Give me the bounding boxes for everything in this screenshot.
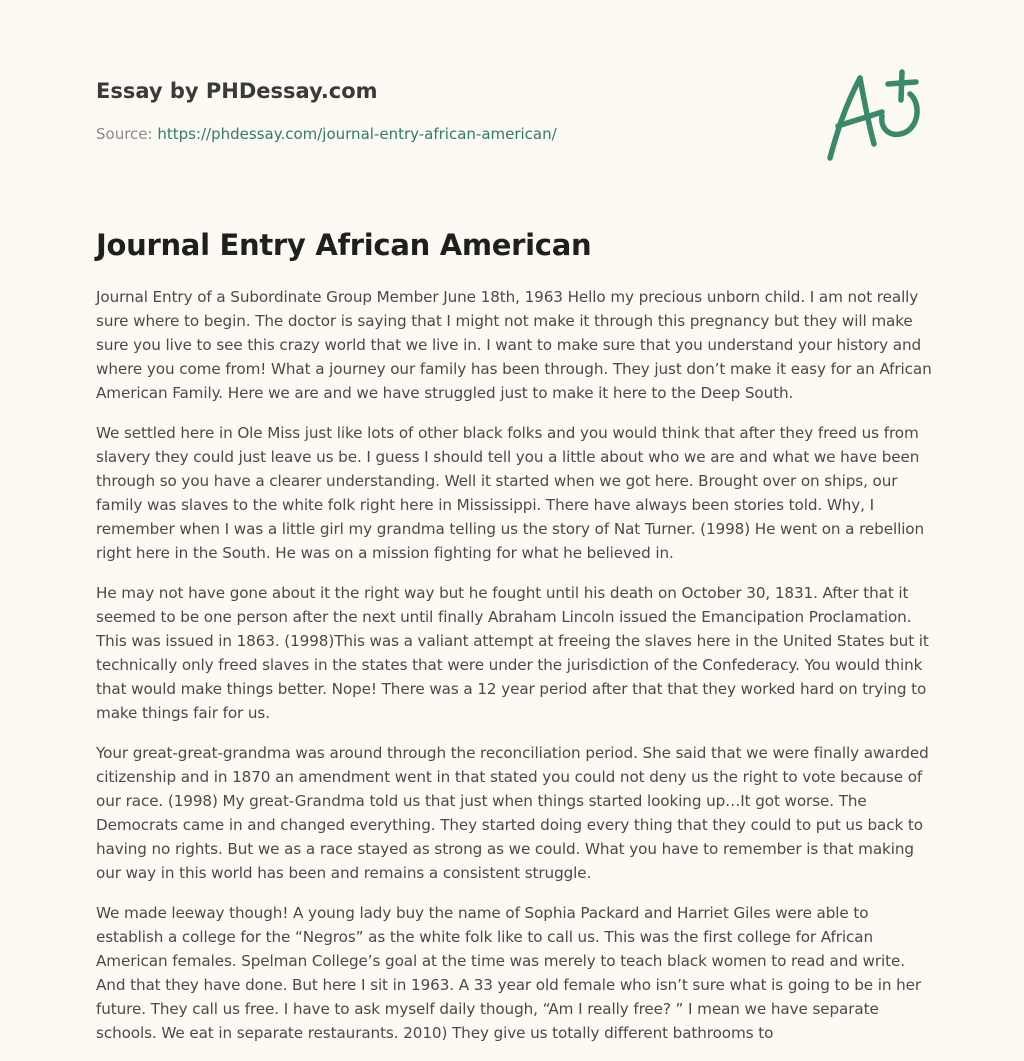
essay-paragraph: We settled here in Ole Miss just like lots of other black folks and you would think that after they freed us from slavery they could just leave us be. I guess I should tell you a little about who we are and what we have been through so you have a clearer understanding. Well it started when we got here. Brought over on ships, our family was slaves to the white folk right here in Mississippi. There have always been stories told. Why, I remember when I was a little girl my grandma telling us the story of Nat Turner. (1998) He went on a rebellion right here in the South. He was on a mission fighting for what he believed in. [96,424,925,562]
a-plus-logo-icon [822,66,932,166]
essay-paragraph: Journal Entry of a Subordinate Group Member June 18th, 1963 Hello my precious unborn child. I am not really sure where to begin. The doctor is saying that I might not make it through this pregnancy but they will make sure you live to see this crazy world that we live in. I want to make sure that you understand your history and where you come from! What a journey our family has been through. They just don’t make it easy for an African American Family. Here we are and we have struggled just to make it here to the Deep South. [96,288,932,402]
essay-paragraph: He may not have gone about it the right way but he fought until his death on October 30, 1831. After that it seemed to be one person after the next until finally Abraham Lincoln issued the Emancipation Proclamation. This was issued in 1863. (1998)This was a valiant attempt at freeing the slaves here in the United States but it technically only freed slaves in the states that were under the jurisdiction of the Confederacy. You would think that would make things better. Nope! There was a 12 year period after that that they worked hard on trying to make things fair for us. [96,584,929,722]
essay-paragraph: We made leeway though! A young lady buy the name of Sophia Packard and Harriet Giles were able to establish a college for the “Negros” as the white folk like to call us. This was the first college for African American females. Spelman College’s goal at the time was merely to teach black women to read and write. And that they have done. But here I sit in 1963. A 33 year old female who isn’t sure what is going to be in her future. They call us free. I have to ask myself daily though, “Am I really free? ” I mean we have separate schools. We eat in separate restaurants. 2010) They give us totally different bathrooms to [96,904,922,1042]
site-title: Essay by PHDessay.com [96,79,378,103]
source-link[interactable]: https://phdessay.com/journal-entry-african-american/ [157,125,557,143]
essay-title: Journal Entry African American [96,228,592,262]
essay-body [96,285,934,1061]
source-line [96,124,796,144]
source-label: Source: [96,125,158,143]
page-header [96,78,796,144]
essay-paragraph: Your great-great-grandma was around through the reconciliation period. She said that we were finally awarded citizenship and in 1870 an amendment went in that stated you could not deny us the right to vote because of our race. (1998) My great-Grandma told us that just when things started looking up…It got worse. The Democrats came in and changed everything. They started doing every thing that they could to put us back to having no rights. But we as a race stayed as strong as we could. What you have to remember is that making our way in this world has been and remains a consistent struggle. [96,744,929,882]
